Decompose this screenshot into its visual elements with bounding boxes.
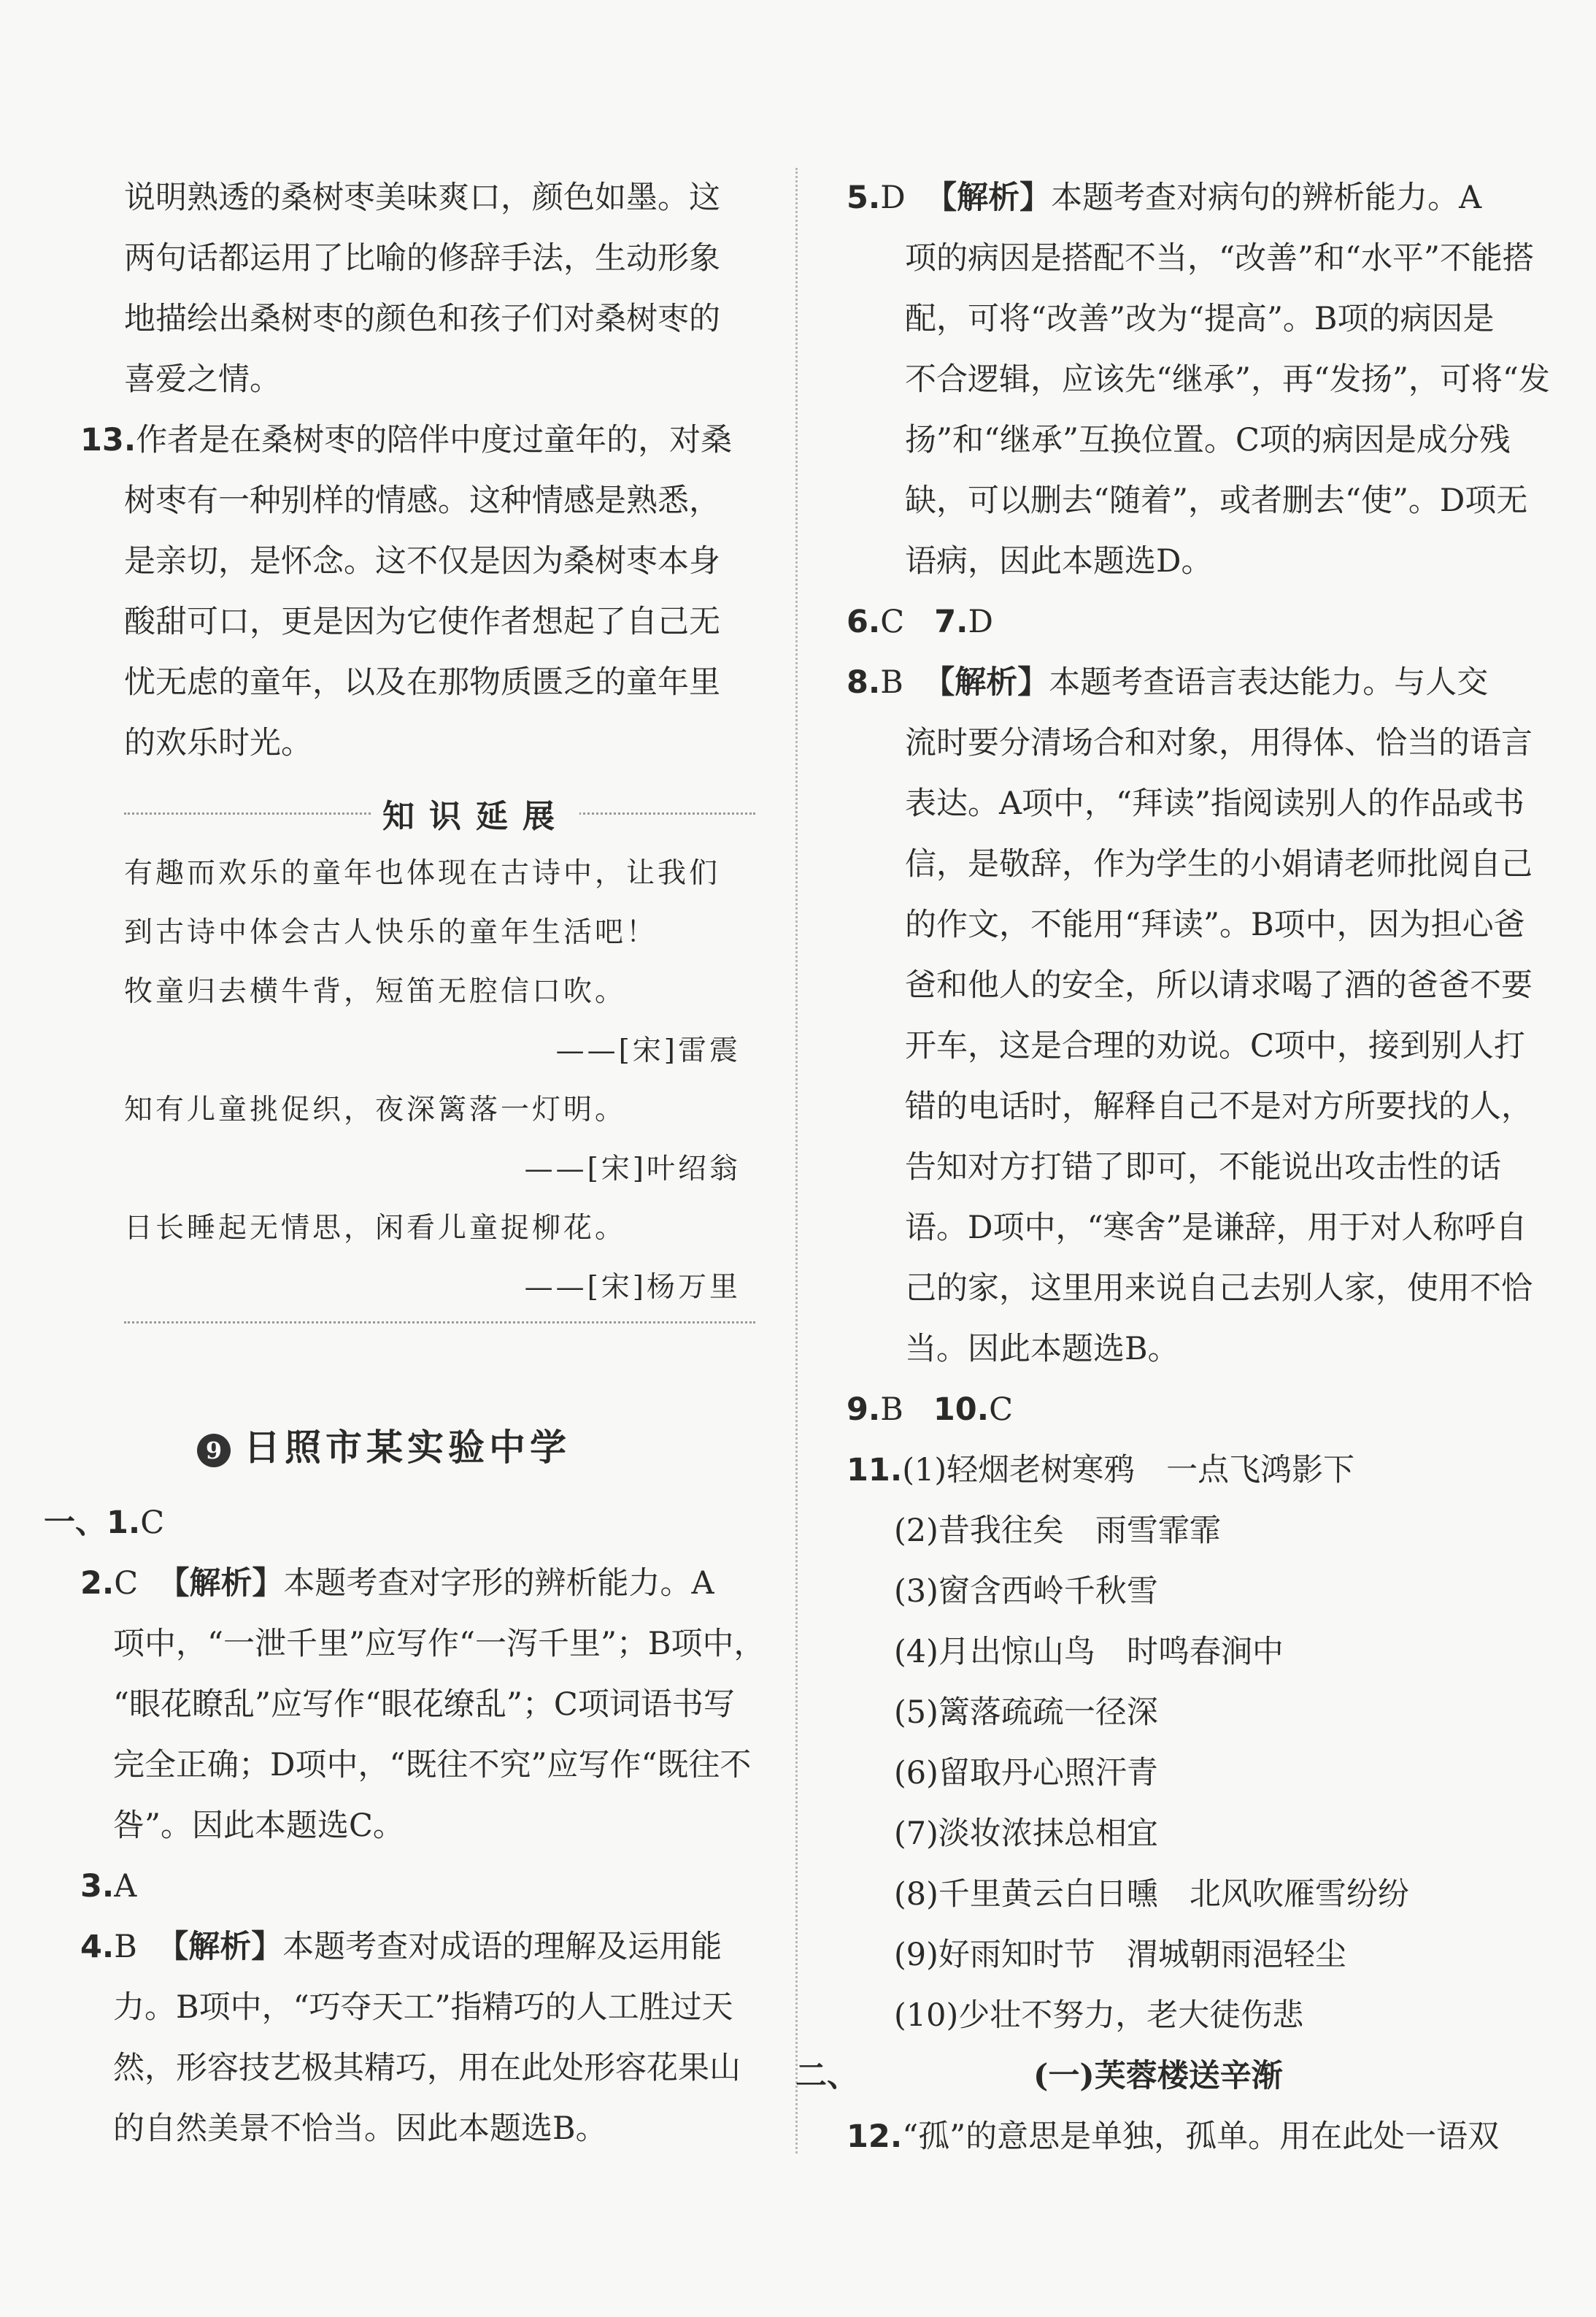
answer: C xyxy=(140,1505,165,1541)
poem-line: 知有儿童挑促织，夜深篱落一灯明。 xyxy=(124,1094,627,1126)
answer-item: (6)留取丹心照汗青 xyxy=(894,1755,1158,1791)
text-line: 扬”和“继承”互换位置。C项的病因是成分残 xyxy=(905,422,1511,458)
answer-item: (2)昔我往矣 雨雪霏霏 xyxy=(894,1513,1221,1549)
question-number: 8. xyxy=(847,664,881,701)
question-8 xyxy=(847,653,1533,713)
answer-item: (10)少壮不努力，老大徒伤悲 xyxy=(894,1997,1304,2034)
part-label: 二、 xyxy=(795,2058,858,2094)
text-line: 当。因此本题选B。 xyxy=(905,1331,1179,1367)
text-line: 项的病因是搭配不当，“改善”和“水平”不能搭 xyxy=(905,240,1534,277)
question-1 xyxy=(44,1493,755,1553)
question-number: 11. xyxy=(847,1452,903,1488)
text-line: 忧无虑的童年，以及在那物质匮乏的童年里 xyxy=(124,664,720,701)
section-title: 日照市某实验中学 xyxy=(244,1426,571,1469)
question-13 xyxy=(44,410,755,471)
text-line: 咎”。因此本题选C。 xyxy=(113,1807,404,1844)
analysis-tag: 【解析】 xyxy=(157,1929,283,1965)
text-line: 力。B项中，“巧夺天工”指精巧的人工胜过天 xyxy=(113,1989,733,2026)
answer: C xyxy=(114,1565,139,1602)
answer: B xyxy=(880,664,903,701)
analysis-tag: 【解析】 xyxy=(925,180,1052,216)
text-line: 两句话都运用了比喻的修辞手法，生动形象 xyxy=(124,240,720,277)
poem-line: 牧童归去横牛背，短笛无腔信口吹。 xyxy=(124,975,627,1008)
answer-item: (3)窗含西岭千秋雪 xyxy=(894,1573,1158,1610)
text-line: 爸和他人的安全，所以请求喝了酒的爸爸不要 xyxy=(905,967,1533,1004)
part-title: (一)芙蓉楼送辛渐 xyxy=(1033,2058,1283,2094)
text-line: 喜爱之情。 xyxy=(124,361,281,398)
text-line: 树枣有一种别样的情感。这种情感是熟悉， xyxy=(124,483,720,519)
extension-line: 到古诗中体会古人快乐的童年生活吧！ xyxy=(124,916,658,949)
answer: D xyxy=(880,180,906,216)
text-line: 错的电话时，解释自己不是对方所要找的人， xyxy=(905,1088,1533,1125)
poem-source: ——[宋]叶绍翁 xyxy=(524,1153,741,1186)
text-line: 本题考查对病句的辨析能力。A xyxy=(1051,180,1482,216)
text-line: 的欢乐时光。 xyxy=(124,725,312,761)
section-number-badge: 9 xyxy=(197,1434,231,1467)
question-number: 9. xyxy=(847,1391,881,1428)
question-number: 5. xyxy=(847,180,881,216)
left-column xyxy=(44,168,766,2159)
text-line: 信，是敬辞，作为学生的小娟请老师批阅自己 xyxy=(905,846,1533,883)
question-5 xyxy=(847,168,1533,228)
text-line: 是亲切，是怀念。这不仅是因为桑树枣本身 xyxy=(124,543,720,580)
text-line: 告知对方打错了即可，不能说出攻击性的话 xyxy=(905,1149,1501,1186)
text-line: 配，可将“改善”改为“提高”。B项的病因是 xyxy=(905,301,1495,337)
question-number: 7. xyxy=(934,604,968,640)
answer-item: (7)淡妆浓抹总相宜 xyxy=(894,1815,1158,1852)
question-number: 6. xyxy=(847,604,881,640)
text-line: 本题考查对字形的辨析能力。A xyxy=(283,1565,714,1602)
analysis-tag: 【解析】 xyxy=(923,664,1049,701)
text-line: 的自然美景不恰当。因此本题选B。 xyxy=(113,2110,607,2147)
answer: B xyxy=(114,1929,137,1965)
text-line: 开车，这是合理的劝说。C项中，接到别人打 xyxy=(905,1028,1525,1064)
text-line: 不合逻辑，应该先“继承”，再“发扬”，可将“发 xyxy=(905,361,1550,398)
extension-title: 知识延展 xyxy=(372,790,579,837)
question-2 xyxy=(44,1553,755,1614)
answer-item: (9)好雨知时节 渭城朝雨浥轻尘 xyxy=(894,1937,1346,1973)
question-number: 3. xyxy=(80,1868,115,1905)
extension-line: 有趣而欢乐的童年也体现在古诗中，让我们 xyxy=(124,857,721,890)
text-line: 完全正确；D项中，“既往不究”应写作“既往不 xyxy=(113,1747,752,1783)
questions-9-10 xyxy=(847,1380,1533,1440)
poem-source: ——[宋]雷震 xyxy=(555,1034,741,1067)
text-line: “孤”的意思是单独，孤单。用在此处一语双 xyxy=(902,2118,1500,2155)
answer: D xyxy=(968,604,993,640)
question-12 xyxy=(847,2107,1533,2167)
text-line: 流时要分清场合和对象，用得体、恰当的语言 xyxy=(905,725,1533,761)
text-line: 己的家，这里用来说自己去别人家，使用不恰 xyxy=(905,1270,1533,1307)
text-line: 语。D项中，“寒舍”是谦辞，用于对人称呼自 xyxy=(905,1210,1527,1246)
question-4 xyxy=(44,1917,755,1978)
text-line: 项中，“一泄千里”应写作“一泻千里”；B项中， xyxy=(113,1626,766,1662)
answer: C xyxy=(880,604,905,640)
text-line: 语病，因此本题选D。 xyxy=(905,543,1213,580)
answer-item: (1)轻烟老树寒鸦 一点飞鸿影下 xyxy=(902,1452,1355,1488)
poem-line: 日长睡起无情思，闲看儿童捉柳花。 xyxy=(124,1212,627,1245)
dotted-rule xyxy=(124,1321,755,1331)
answer: A xyxy=(114,1868,137,1905)
question-3 xyxy=(44,1856,755,1917)
question-number: 13. xyxy=(80,422,136,458)
text-line: 缺，可以删去“随着”，或者删去“使”。D项无 xyxy=(905,483,1528,519)
text-line: 本题考查语言表达能力。与人交 xyxy=(1049,664,1489,701)
text-line: 表达。A项中，“拜读”指阅读别人的作品或书 xyxy=(905,785,1525,822)
text-line: 然，形容技艺极其精巧，用在此处形容花果山 xyxy=(113,2050,741,2086)
part-two-heading xyxy=(795,2046,1533,2107)
answer-item: (8)千里黄云白日曛 北风吹雁雪纷纷 xyxy=(894,1876,1409,1913)
question-number: 10. xyxy=(933,1391,990,1428)
text-line: “眼花瞭乱”应写作“眼花缭乱”；C项词语书写 xyxy=(113,1686,735,1723)
analysis-tag: 【解析】 xyxy=(158,1565,284,1602)
knowledge-extension-box xyxy=(124,781,755,1331)
question-number: 2. xyxy=(80,1565,115,1602)
poem-source: ——[宋]杨万里 xyxy=(524,1271,741,1304)
text-line: 作者是在桑树枣的陪伴中度过童年的，对桑 xyxy=(136,422,733,458)
answer: C xyxy=(989,1391,1013,1428)
answer-item: (4)月出惊山鸟 时鸣春涧中 xyxy=(894,1634,1284,1670)
questions-6-7 xyxy=(847,592,1533,653)
question-number: 4. xyxy=(80,1929,115,1965)
section-heading xyxy=(44,1418,755,1471)
answer: B xyxy=(880,1391,903,1428)
text-line: 说明熟透的桑树枣美味爽口，颜色如墨。这 xyxy=(124,180,720,216)
answer-item: (5)篱落疏疏一径深 xyxy=(894,1694,1158,1731)
text-line: 地描绘出桑树枣的颜色和孩子们对桑树枣的 xyxy=(124,301,720,337)
text-line: 本题考查对成语的理解及运用能 xyxy=(282,1929,722,1965)
question-number: 一、1. xyxy=(44,1505,141,1541)
question-11 xyxy=(847,1440,1533,1501)
extension-header xyxy=(124,781,755,844)
right-column xyxy=(795,168,1550,2167)
text-line: 酸甜可口，更是因为它使作者想起了自己无 xyxy=(124,604,720,640)
column-divider xyxy=(795,168,798,2153)
question-number: 12. xyxy=(847,2118,903,2155)
text-line: 的作文，不能用“拜读”。B项中，因为担心爸 xyxy=(905,907,1525,943)
